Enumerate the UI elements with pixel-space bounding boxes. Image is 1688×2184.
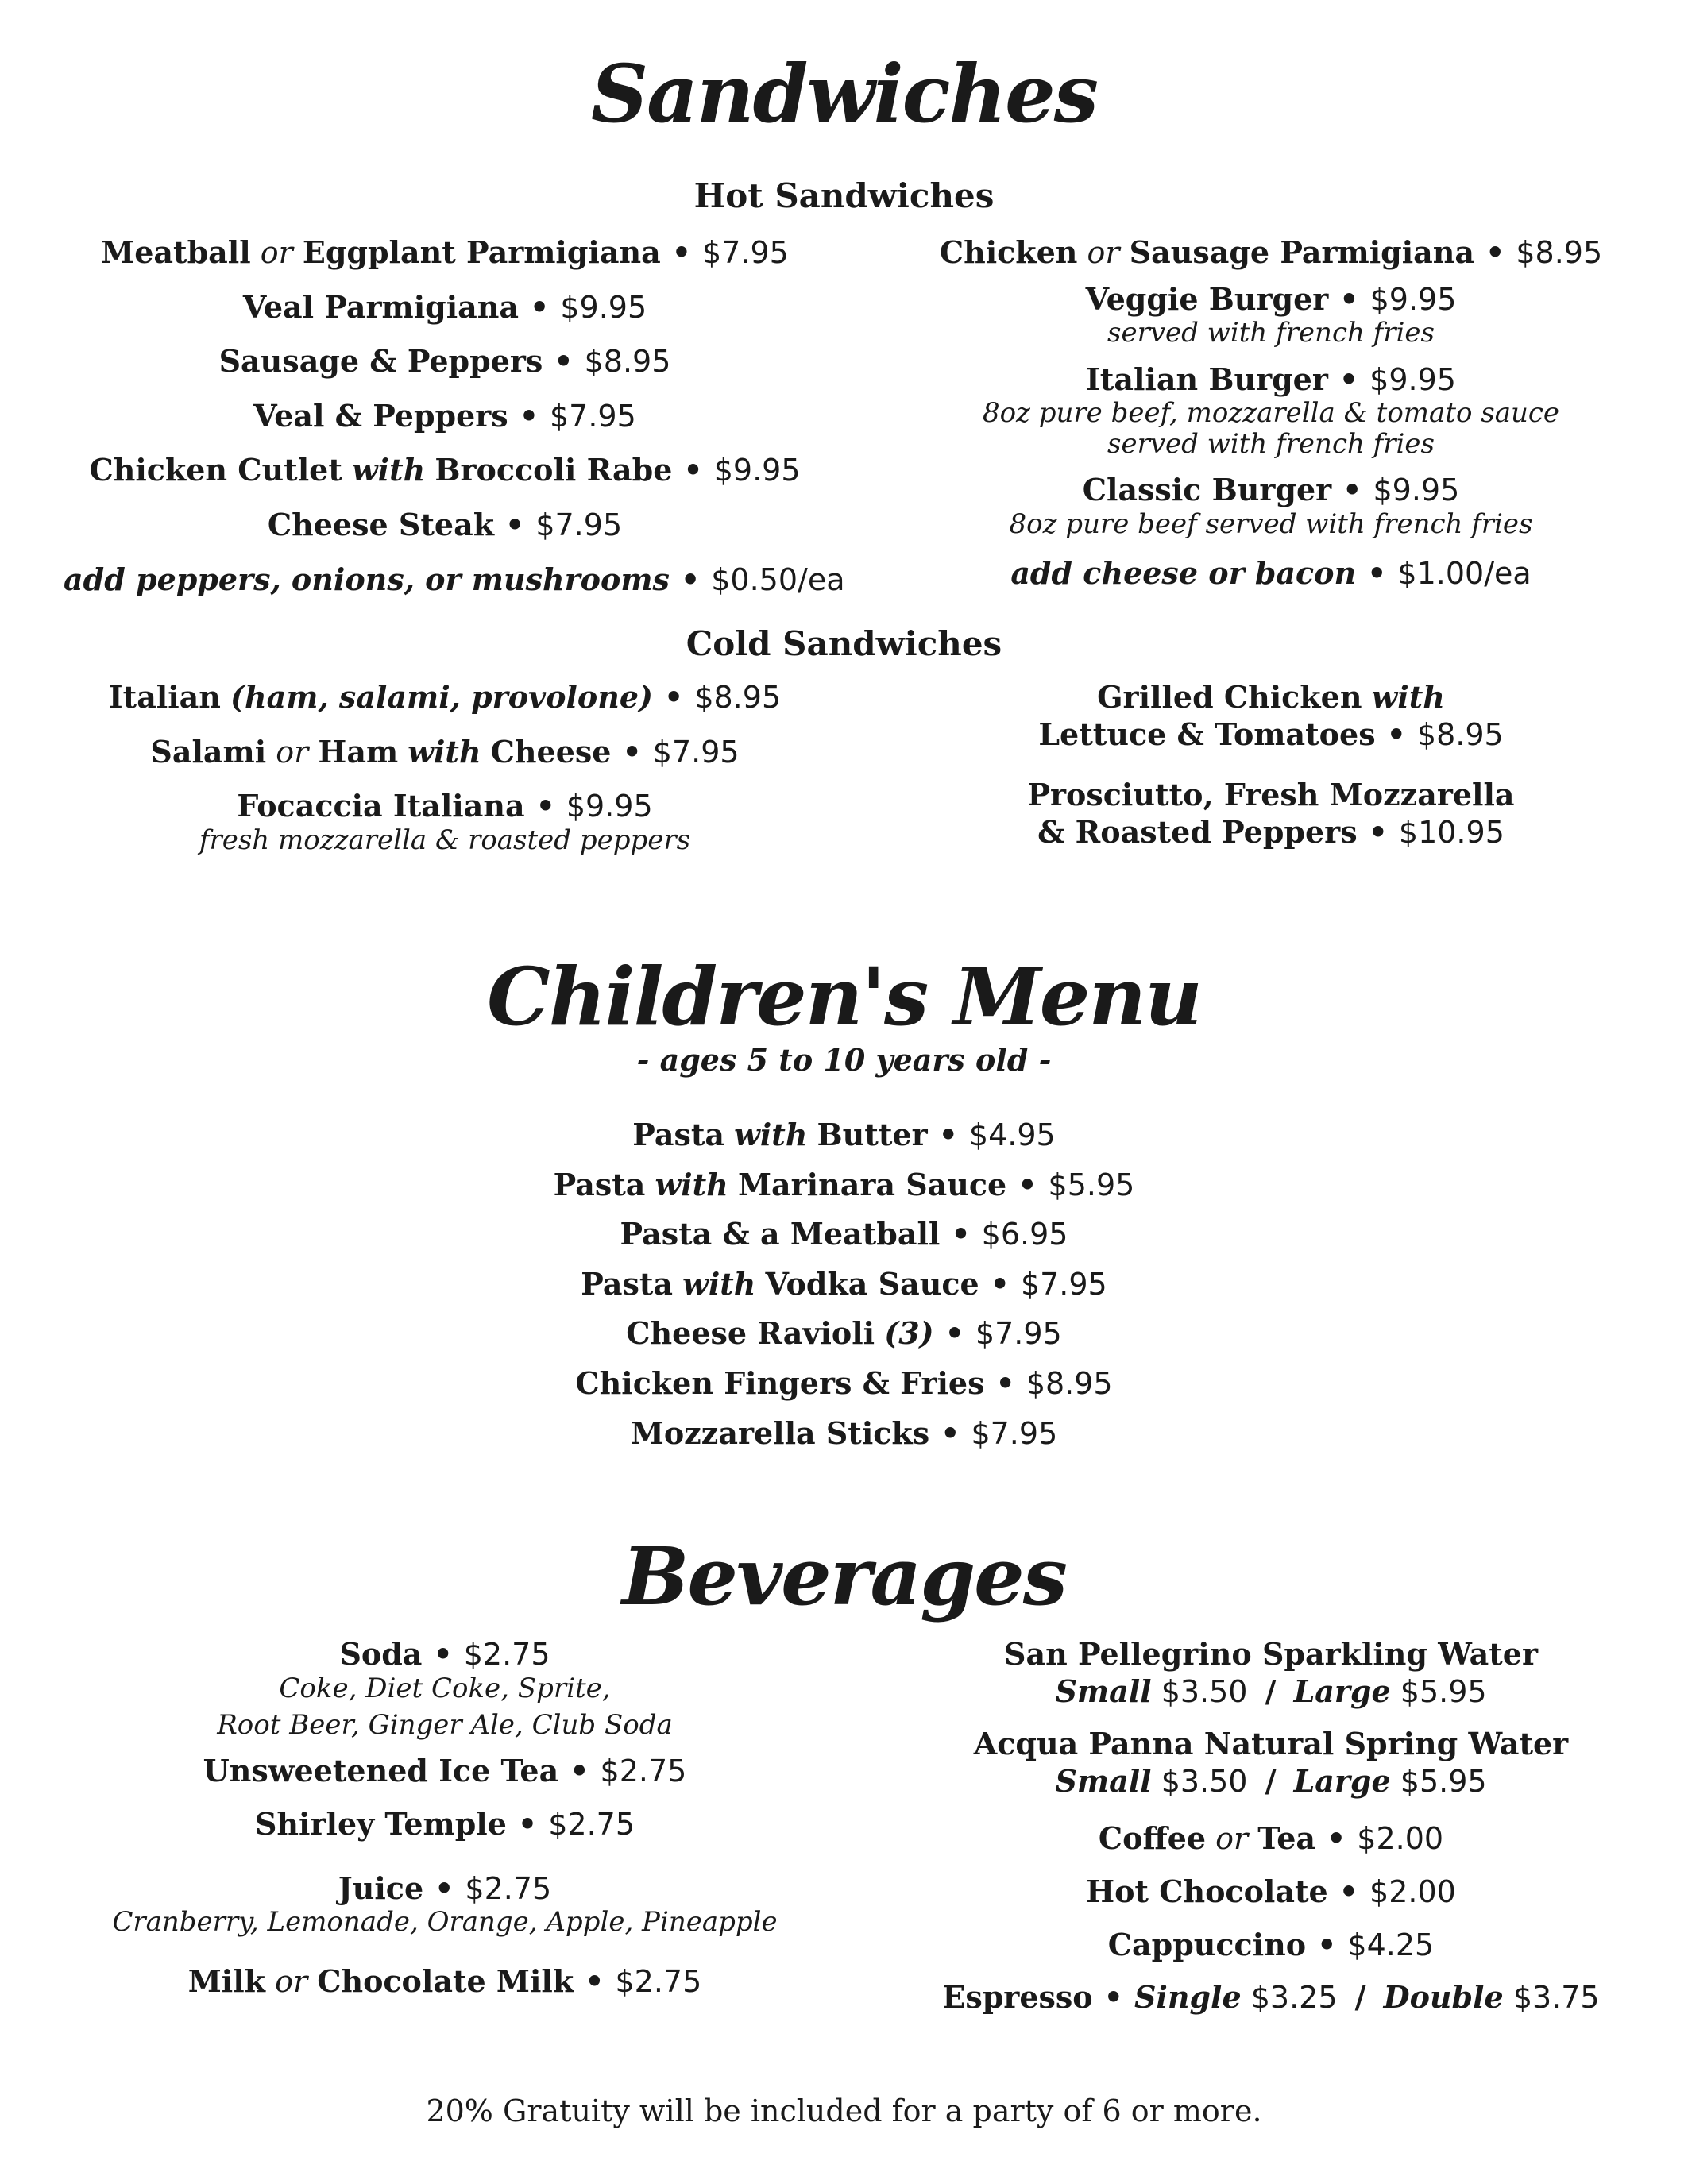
menu-item-sizes: Small $3.50 / Large $5.95 <box>1055 1673 1487 1709</box>
gratuity-note: 20% Gratuity will be included for a party of 6 or more. <box>426 2093 1262 2128</box>
beverages-right <box>906 1636 1636 2016</box>
menu-item: Mozzarella Sticks • $7.95 <box>630 1414 1058 1451</box>
menu-item: Milk or Chocolate Milk • $2.75 <box>187 1962 702 1999</box>
beverages-title: Beverages <box>621 1530 1067 1623</box>
hot-sandwiches-right <box>906 234 1636 592</box>
menu-item: Classic Burger • $9.95 <box>1082 472 1460 507</box>
menu-item: Chicken Fingers & Fries • $8.95 <box>575 1364 1113 1401</box>
menu-item: Pasta & a Meatball • $6.95 <box>620 1216 1068 1252</box>
menu-item: Chicken or Sausage Parmigiana • $8.95 <box>939 234 1603 270</box>
menu-item: & Roasted Peppers • $10.95 <box>1037 813 1505 850</box>
childrens-menu-subtitle: - ages 5 to 10 years old - <box>636 1042 1052 1078</box>
hot-sandwiches-left <box>64 234 845 598</box>
sandwiches-title: Sandwiches <box>590 47 1098 141</box>
menu-addon: add cheese or bacon • $1.00/ea <box>1010 555 1532 591</box>
menu-item: Prosciutto, Fresh Mozzarella <box>1027 777 1515 813</box>
menu-item: Unsweetened Ice Tea • $2.75 <box>203 1753 687 1789</box>
hot-sandwiches-heading: Hot Sandwiches <box>693 176 995 215</box>
menu-item: Cheese Ravioli (3) • $7.95 <box>626 1315 1062 1352</box>
menu-item: Grilled Chicken with <box>1097 679 1445 715</box>
menu-item: Cappuccino • $4.25 <box>1107 1926 1435 1962</box>
menu-item: Acqua Panna Natural Spring Water <box>973 1726 1569 1762</box>
menu-item-note: served with french fries <box>1107 427 1435 460</box>
childrens-menu-list <box>0 1117 1688 1452</box>
menu-item-note: fresh mozzarella & roasted peppers <box>199 824 691 856</box>
menu-item: Sausage & Peppers • $8.95 <box>218 343 671 380</box>
menu-item-note: Coke, Diet Coke, Sprite, <box>279 1672 611 1704</box>
cold-sandwiches-left <box>64 679 826 855</box>
menu-item-note: Root Beer, Ginger Ale, Club Soda <box>217 1709 673 1741</box>
childrens-menu-title: Children's Menu <box>487 950 1201 1044</box>
menu-item: Hot Chocolate • $2.00 <box>1086 1873 1456 1909</box>
childrens-menu-subtitle-wrap <box>0 1042 1688 1079</box>
menu-item: Chicken Cutlet with Broccoli Rabe • $9.95 <box>89 452 801 488</box>
menu-item: Pasta with Marinara Sauce • $5.95 <box>553 1166 1135 1202</box>
menu-item-note: served with french fries <box>1107 317 1435 349</box>
menu-item: Shirley Temple • $2.75 <box>254 1806 635 1842</box>
menu-item: Pasta with Vodka Sauce • $7.95 <box>581 1265 1107 1302</box>
menu-item: Lettuce & Tomatoes • $8.95 <box>1038 716 1504 752</box>
menu-item: Juice • $2.75 <box>338 1870 552 1906</box>
menu-item: Salami or Ham with Cheese • $7.95 <box>150 733 740 770</box>
beverages-left <box>64 1636 826 2000</box>
menu-item-note: Cranberry, Lemonade, Orange, Apple, Pineapple <box>112 1906 778 1939</box>
menu-item: Espresso • Single $3.25 / Double $3.75 <box>942 1979 1600 2016</box>
menu-item: Soda • $2.75 <box>339 1636 550 1672</box>
menu-item: Coffee or Tea • $2.00 <box>1098 1820 1444 1857</box>
cold-sandwiches-right <box>906 679 1636 851</box>
menu-item: Meatball or Eggplant Parmigiana • $7.95 <box>101 234 789 270</box>
menu-item: Veal Parmigiana • $9.95 <box>242 288 647 325</box>
menu-item: San Pellegrino Sparkling Water <box>1004 1636 1538 1672</box>
menu-item: Italian (ham, salami, provolone) • $8.95 <box>108 679 782 715</box>
menu-item-note: 8oz pure beef served with french fries <box>1009 507 1533 540</box>
menu-addon: add peppers, onions, or mushrooms • $0.50/ea <box>64 561 845 597</box>
menu-item: Veggie Burger • $9.95 <box>1085 280 1457 317</box>
menu-item: Cheese Steak • $7.95 <box>267 506 623 542</box>
menu-item: Pasta with Butter • $4.95 <box>632 1117 1056 1152</box>
menu-item-note: 8oz pure beef, mozzarella & tomato sauce <box>982 397 1560 430</box>
menu-item-sizes: Small $3.50 / Large $5.95 <box>1055 1762 1487 1799</box>
cold-sandwiches-heading: Cold Sandwiches <box>686 624 1002 663</box>
menu-item: Veal & Peppers • $7.95 <box>253 397 636 434</box>
menu-item: Focaccia Italiana • $9.95 <box>237 788 653 824</box>
menu-item: Italian Burger • $9.95 <box>1086 361 1456 397</box>
